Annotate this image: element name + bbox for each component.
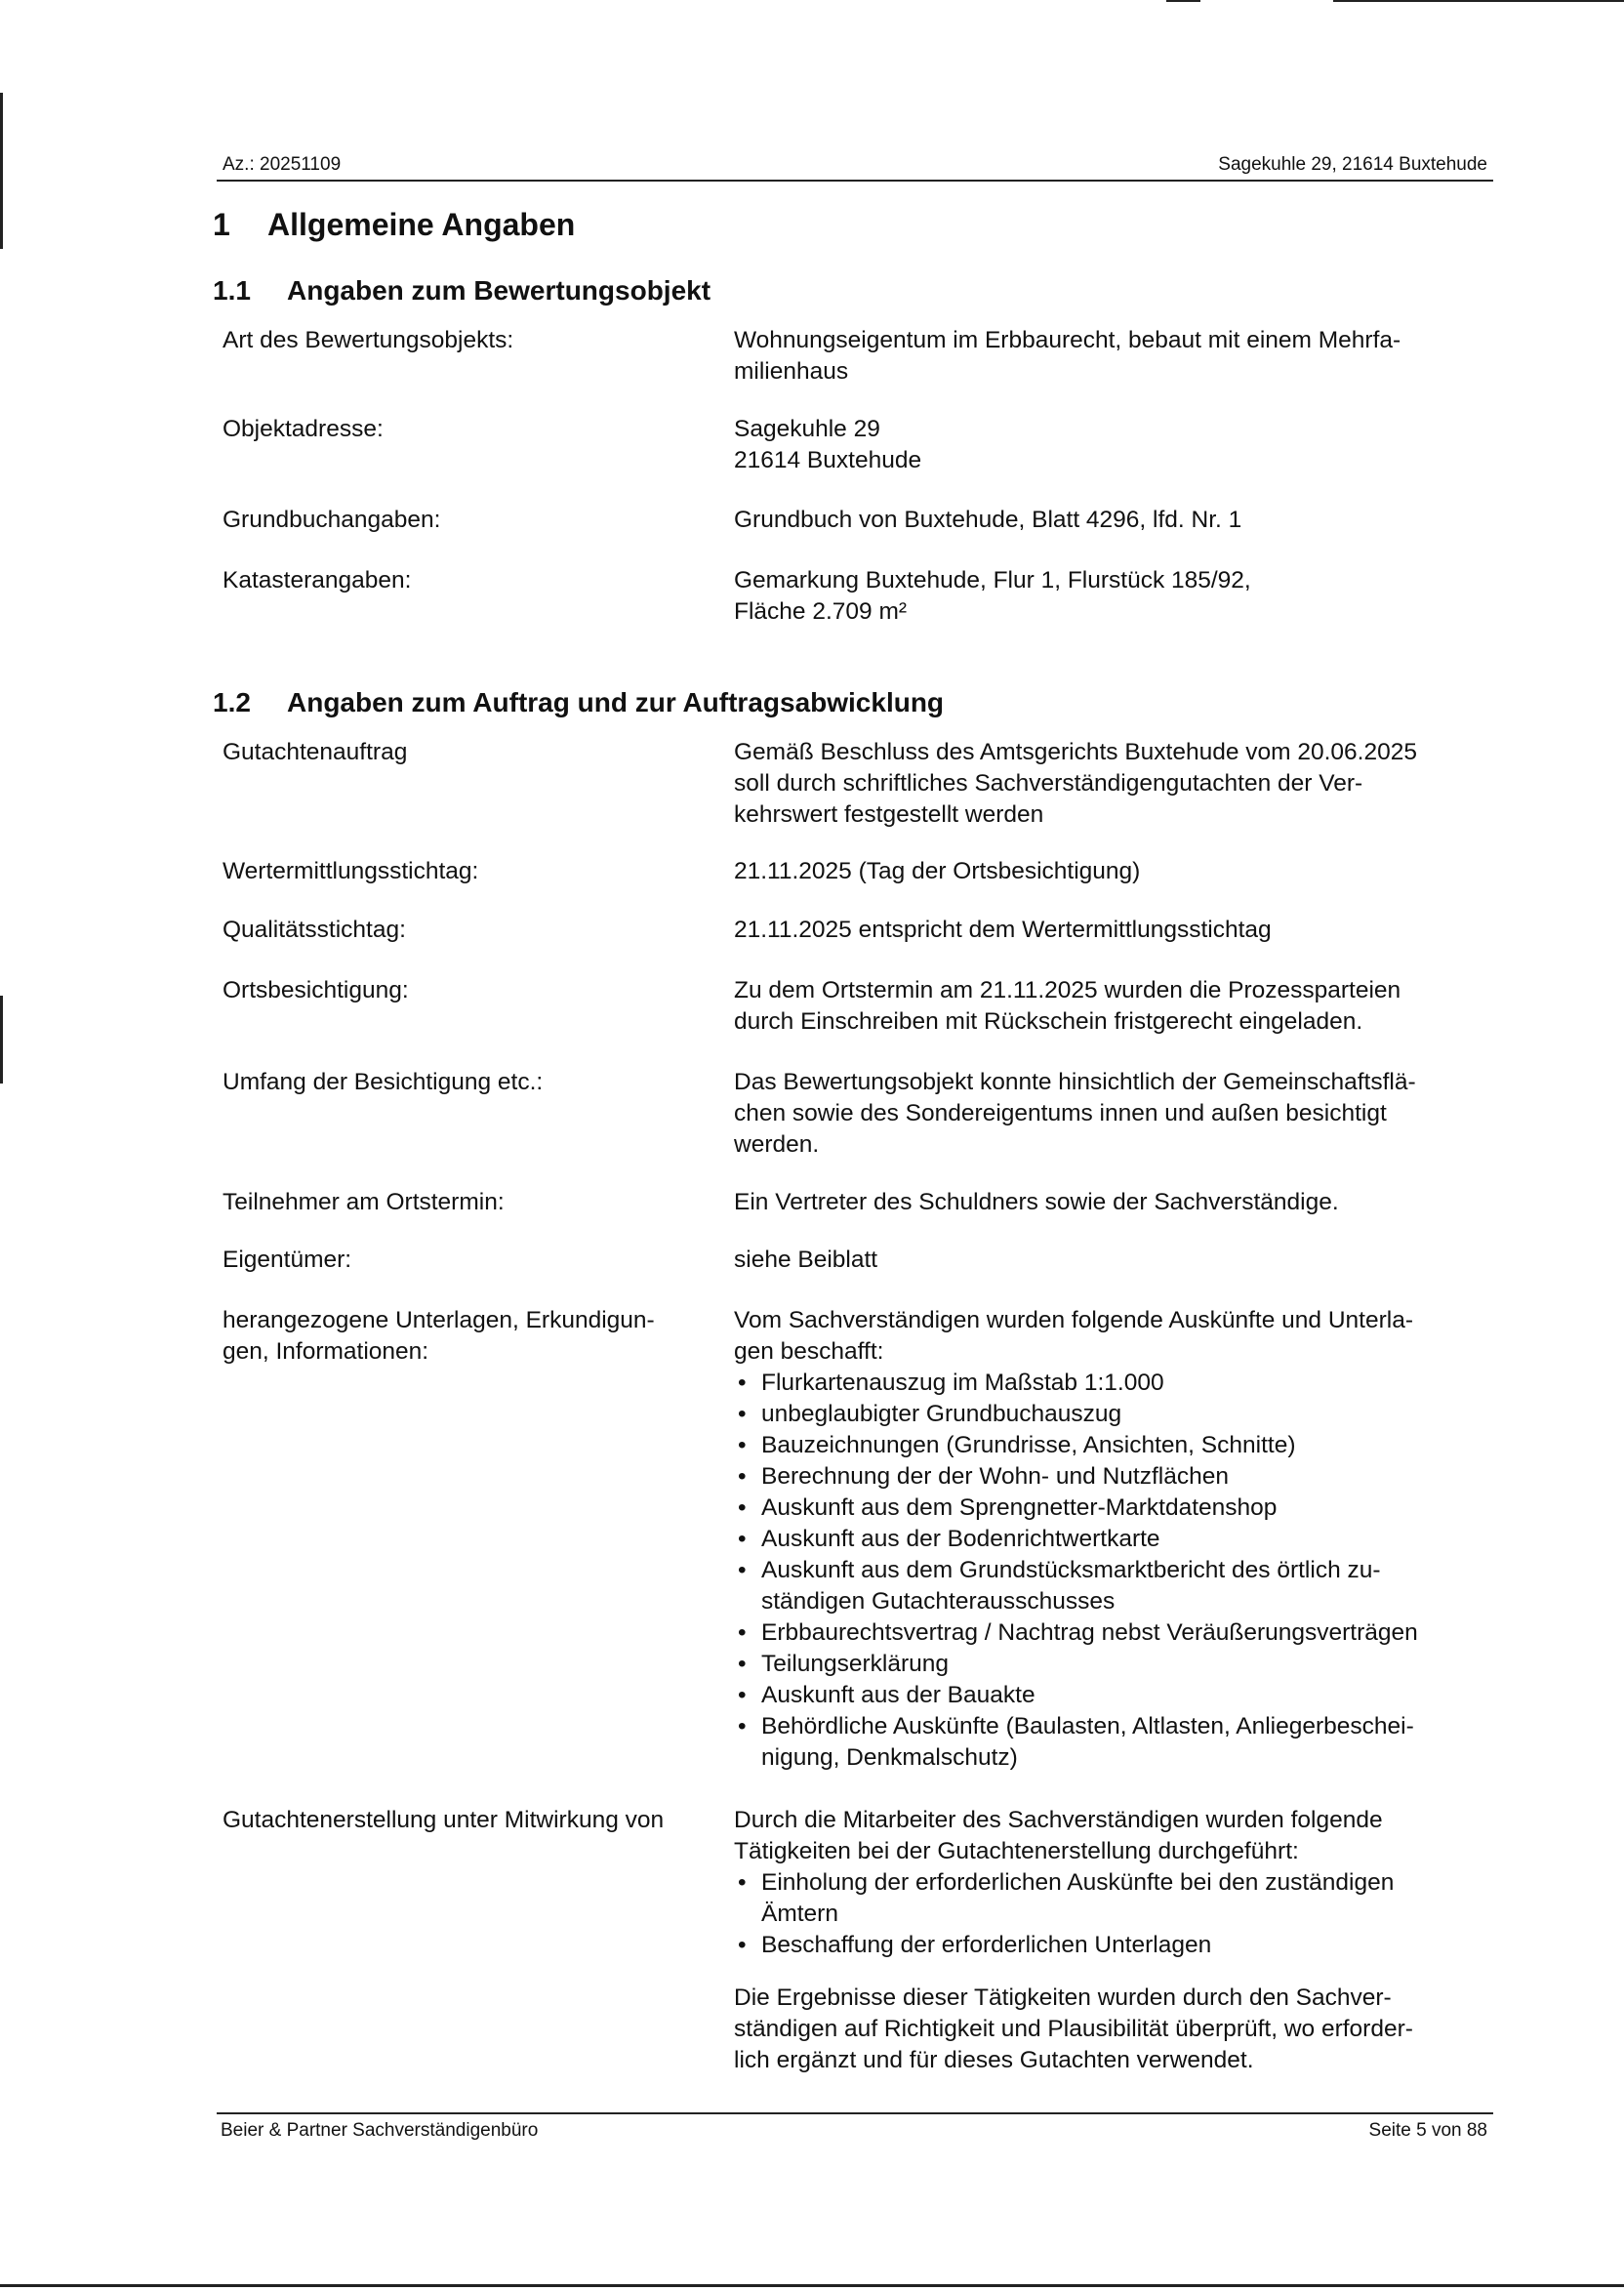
- list-item: • Erbbaurechtsvertrag / Nachtrag nebst Veräußerungsverträgen: [734, 1617, 1624, 1649]
- value-line: Fläche 2.709 m²: [734, 598, 908, 625]
- section-title: Angaben zum Bewertungsobjekt: [287, 275, 711, 306]
- value-line: Vom Sachverständigen wurden folgende Auskünfte und Unterla-: [734, 1307, 1413, 1333]
- row-value: [734, 915, 1624, 946]
- row-value: [734, 856, 1624, 887]
- row-label: Grundbuchangaben:: [223, 507, 441, 533]
- info-row-ortsbesichtigung: [223, 975, 1482, 1043]
- row-value: [734, 325, 1624, 388]
- scan-edge-mark: [0, 93, 3, 249]
- value-line: chen sowie des Sondereigentums innen und außen besichtigt: [734, 1100, 1387, 1126]
- info-row-eigentuemer: [223, 1245, 1482, 1278]
- value-line: 21614 Buxtehude: [734, 447, 922, 473]
- section-heading-1-1: [213, 275, 710, 307]
- row-label: Umfang der Besichtigung etc.:: [223, 1069, 544, 1095]
- value-line: soll durch schriftliches Sachverständigengutachten der Ver-: [734, 770, 1363, 797]
- info-row-qualitaetsstichtag: [223, 915, 1482, 948]
- value-line: gen beschafft:: [734, 1338, 884, 1365]
- row-label: Art des Bewertungsobjekts:: [223, 327, 514, 353]
- row-label: Gutachtenauftrag: [223, 739, 408, 765]
- value-line: lich ergänzt und für dieses Gutachten verwendet.: [734, 2047, 1254, 2073]
- section-title: Allgemeine Angaben: [267, 207, 576, 242]
- list-item: • Einholung der erforderlichen Auskünfte bei den zuständigen Ämtern: [734, 1867, 1624, 1930]
- row-value: [734, 565, 1624, 628]
- row-label: Objektadresse:: [223, 416, 384, 442]
- info-row-teilnehmer: [223, 1187, 1482, 1220]
- list-item: • Berechnung der der Wohn- und Nutzflächen: [734, 1461, 1624, 1493]
- info-row-kataster: [223, 565, 1482, 634]
- row-label: Teilnehmer am Ortstermin:: [223, 1189, 505, 1215]
- list-item: • Auskunft aus dem Sprengnetter-Marktdatenshop: [734, 1493, 1624, 1524]
- row-value: [734, 975, 1624, 1038]
- value-line: 21.11.2025 (Tag der Ortsbesichtigung): [734, 858, 1141, 884]
- value-line: kehrswert festgestellt werden: [734, 801, 1044, 828]
- row-value: [734, 1245, 1624, 1276]
- page-header: [217, 154, 1493, 182]
- section-number: 1.1: [213, 275, 251, 306]
- list-item: • Flurkartenauszug im Maßstab 1:1.000: [734, 1368, 1624, 1399]
- object-address-header: Sagekuhle 29, 21614 Buxtehude: [1218, 154, 1487, 175]
- value-line: Tätigkeiten bei der Gutachtenerstellung durchgeführt:: [734, 1838, 1299, 1864]
- row-value: [734, 505, 1624, 536]
- scan-top-mark: [1333, 0, 1624, 2]
- value-line: werden.: [734, 1131, 820, 1158]
- value-line: Gemarkung Buxtehude, Flur 1, Flurstück 185/92,: [734, 567, 1251, 593]
- row-label: Ortsbesichtigung:: [223, 977, 409, 1003]
- value-line: siehe Beiblatt: [734, 1247, 878, 1273]
- activity-list: [734, 1867, 1624, 1961]
- row-label: [223, 1305, 720, 1368]
- row-value: [734, 1305, 1624, 1774]
- scan-bottom-line: [0, 2284, 1624, 2287]
- section-heading-1: [213, 207, 575, 243]
- info-row-wertermittlungsstichtag: [223, 856, 1482, 889]
- row-label: Gutachtenerstellung unter Mitwirkung von: [223, 1807, 665, 1833]
- list-item: • unbeglaubigter Grundbuchauszug: [734, 1399, 1624, 1430]
- row-label: Katasterangaben:: [223, 567, 412, 593]
- value-line: Wohnungseigentum im Erbbaurecht, bebaut mit einem Mehrfa-: [734, 327, 1401, 353]
- info-row-gutachtenauftrag: [223, 737, 1482, 835]
- value-line: Sagekuhle 29: [734, 416, 880, 442]
- list-item: • Auskunft aus dem Grundstücksmarktbericht des örtlich zu- ständigen Gutachterausschusses: [734, 1555, 1624, 1617]
- row-value: [734, 414, 1624, 476]
- row-value: [734, 1067, 1624, 1161]
- file-reference: Az.: 20251109: [223, 154, 342, 175]
- section-number: 1: [213, 207, 230, 242]
- value-line: Durch die Mitarbeiter des Sachverständigen wurden folgende: [734, 1807, 1383, 1833]
- row-label: Qualitätsstichtag:: [223, 917, 406, 943]
- info-row-objektart: [223, 325, 1482, 393]
- row-value: [734, 737, 1624, 831]
- value-line: Zu dem Ortstermin am 21.11.2025 wurden die Prozessparteien: [734, 977, 1401, 1003]
- page-number: Seite 5 von 88: [1368, 2120, 1487, 2141]
- scan-top-mark: [1166, 0, 1200, 2]
- page-footer: [217, 2112, 1493, 2141]
- list-item: • Bauzeichnungen (Grundrisse, Ansichten, Schnitte): [734, 1430, 1624, 1461]
- value-line: Das Bewertungsobjekt konnte hinsichtlich der Gemeinschaftsflä-: [734, 1069, 1416, 1095]
- value-line: milienhaus: [734, 358, 849, 385]
- list-item: • Beschaffung der erforderlichen Unterlagen: [734, 1930, 1624, 1961]
- row-label: Wertermittlungsstichtag:: [223, 858, 479, 884]
- list-item: • Auskunft aus der Bauakte: [734, 1680, 1624, 1711]
- section-number: 1.2: [213, 687, 251, 717]
- section-heading-1-2: [213, 687, 944, 718]
- info-row-grundbuch: [223, 505, 1482, 538]
- list-item: • Behördliche Auskünfte (Baulasten, Altlasten, Anliegerbeschei- nigung, Denkmalschutz): [734, 1711, 1624, 1774]
- info-row-unterlagen: [223, 1305, 1482, 1783]
- value-line: Gemäß Beschluss des Amtsgerichts Buxtehude vom 20.06.2025: [734, 739, 1417, 765]
- document-list: [734, 1368, 1624, 1774]
- value-line: Grundbuch von Buxtehude, Blatt 4296, lfd. Nr. 1: [734, 507, 1242, 533]
- label-line: herangezogene Unterlagen, Erkundigun-: [223, 1307, 655, 1333]
- value-line: 21.11.2025 entspricht dem Wertermittlungsstichtag: [734, 917, 1272, 943]
- value-line: Die Ergebnisse dieser Tätigkeiten wurden durch den Sachver-: [734, 1984, 1392, 2011]
- value-line: durch Einschreiben mit Rückschein fristgerecht eingeladen.: [734, 1008, 1363, 1035]
- value-line: Ein Vertreter des Schuldners sowie der Sachverständige.: [734, 1189, 1339, 1215]
- company-name: Beier & Partner Sachverständigenbüro: [221, 2120, 539, 2141]
- row-value: [734, 1187, 1624, 1218]
- label-line: gen, Informationen:: [223, 1338, 429, 1365]
- info-row-objektadresse: [223, 414, 1482, 482]
- list-item: • Auskunft aus der Bodenrichtwertkarte: [734, 1524, 1624, 1555]
- section-title: Angaben zum Auftrag und zur Auftragsabwicklung: [287, 687, 945, 717]
- row-value: [734, 1805, 1624, 2076]
- list-item: • Teilungserklärung: [734, 1649, 1624, 1680]
- value-line: ständigen auf Richtigkeit und Plausibilität überprüft, wo erforder-: [734, 2016, 1413, 2042]
- scan-edge-mark: [0, 996, 3, 1084]
- info-row-mitwirkung: [223, 1805, 1482, 2088]
- row-label: Eigentümer:: [223, 1247, 352, 1273]
- info-row-umfang-besichtigung: [223, 1067, 1482, 1165]
